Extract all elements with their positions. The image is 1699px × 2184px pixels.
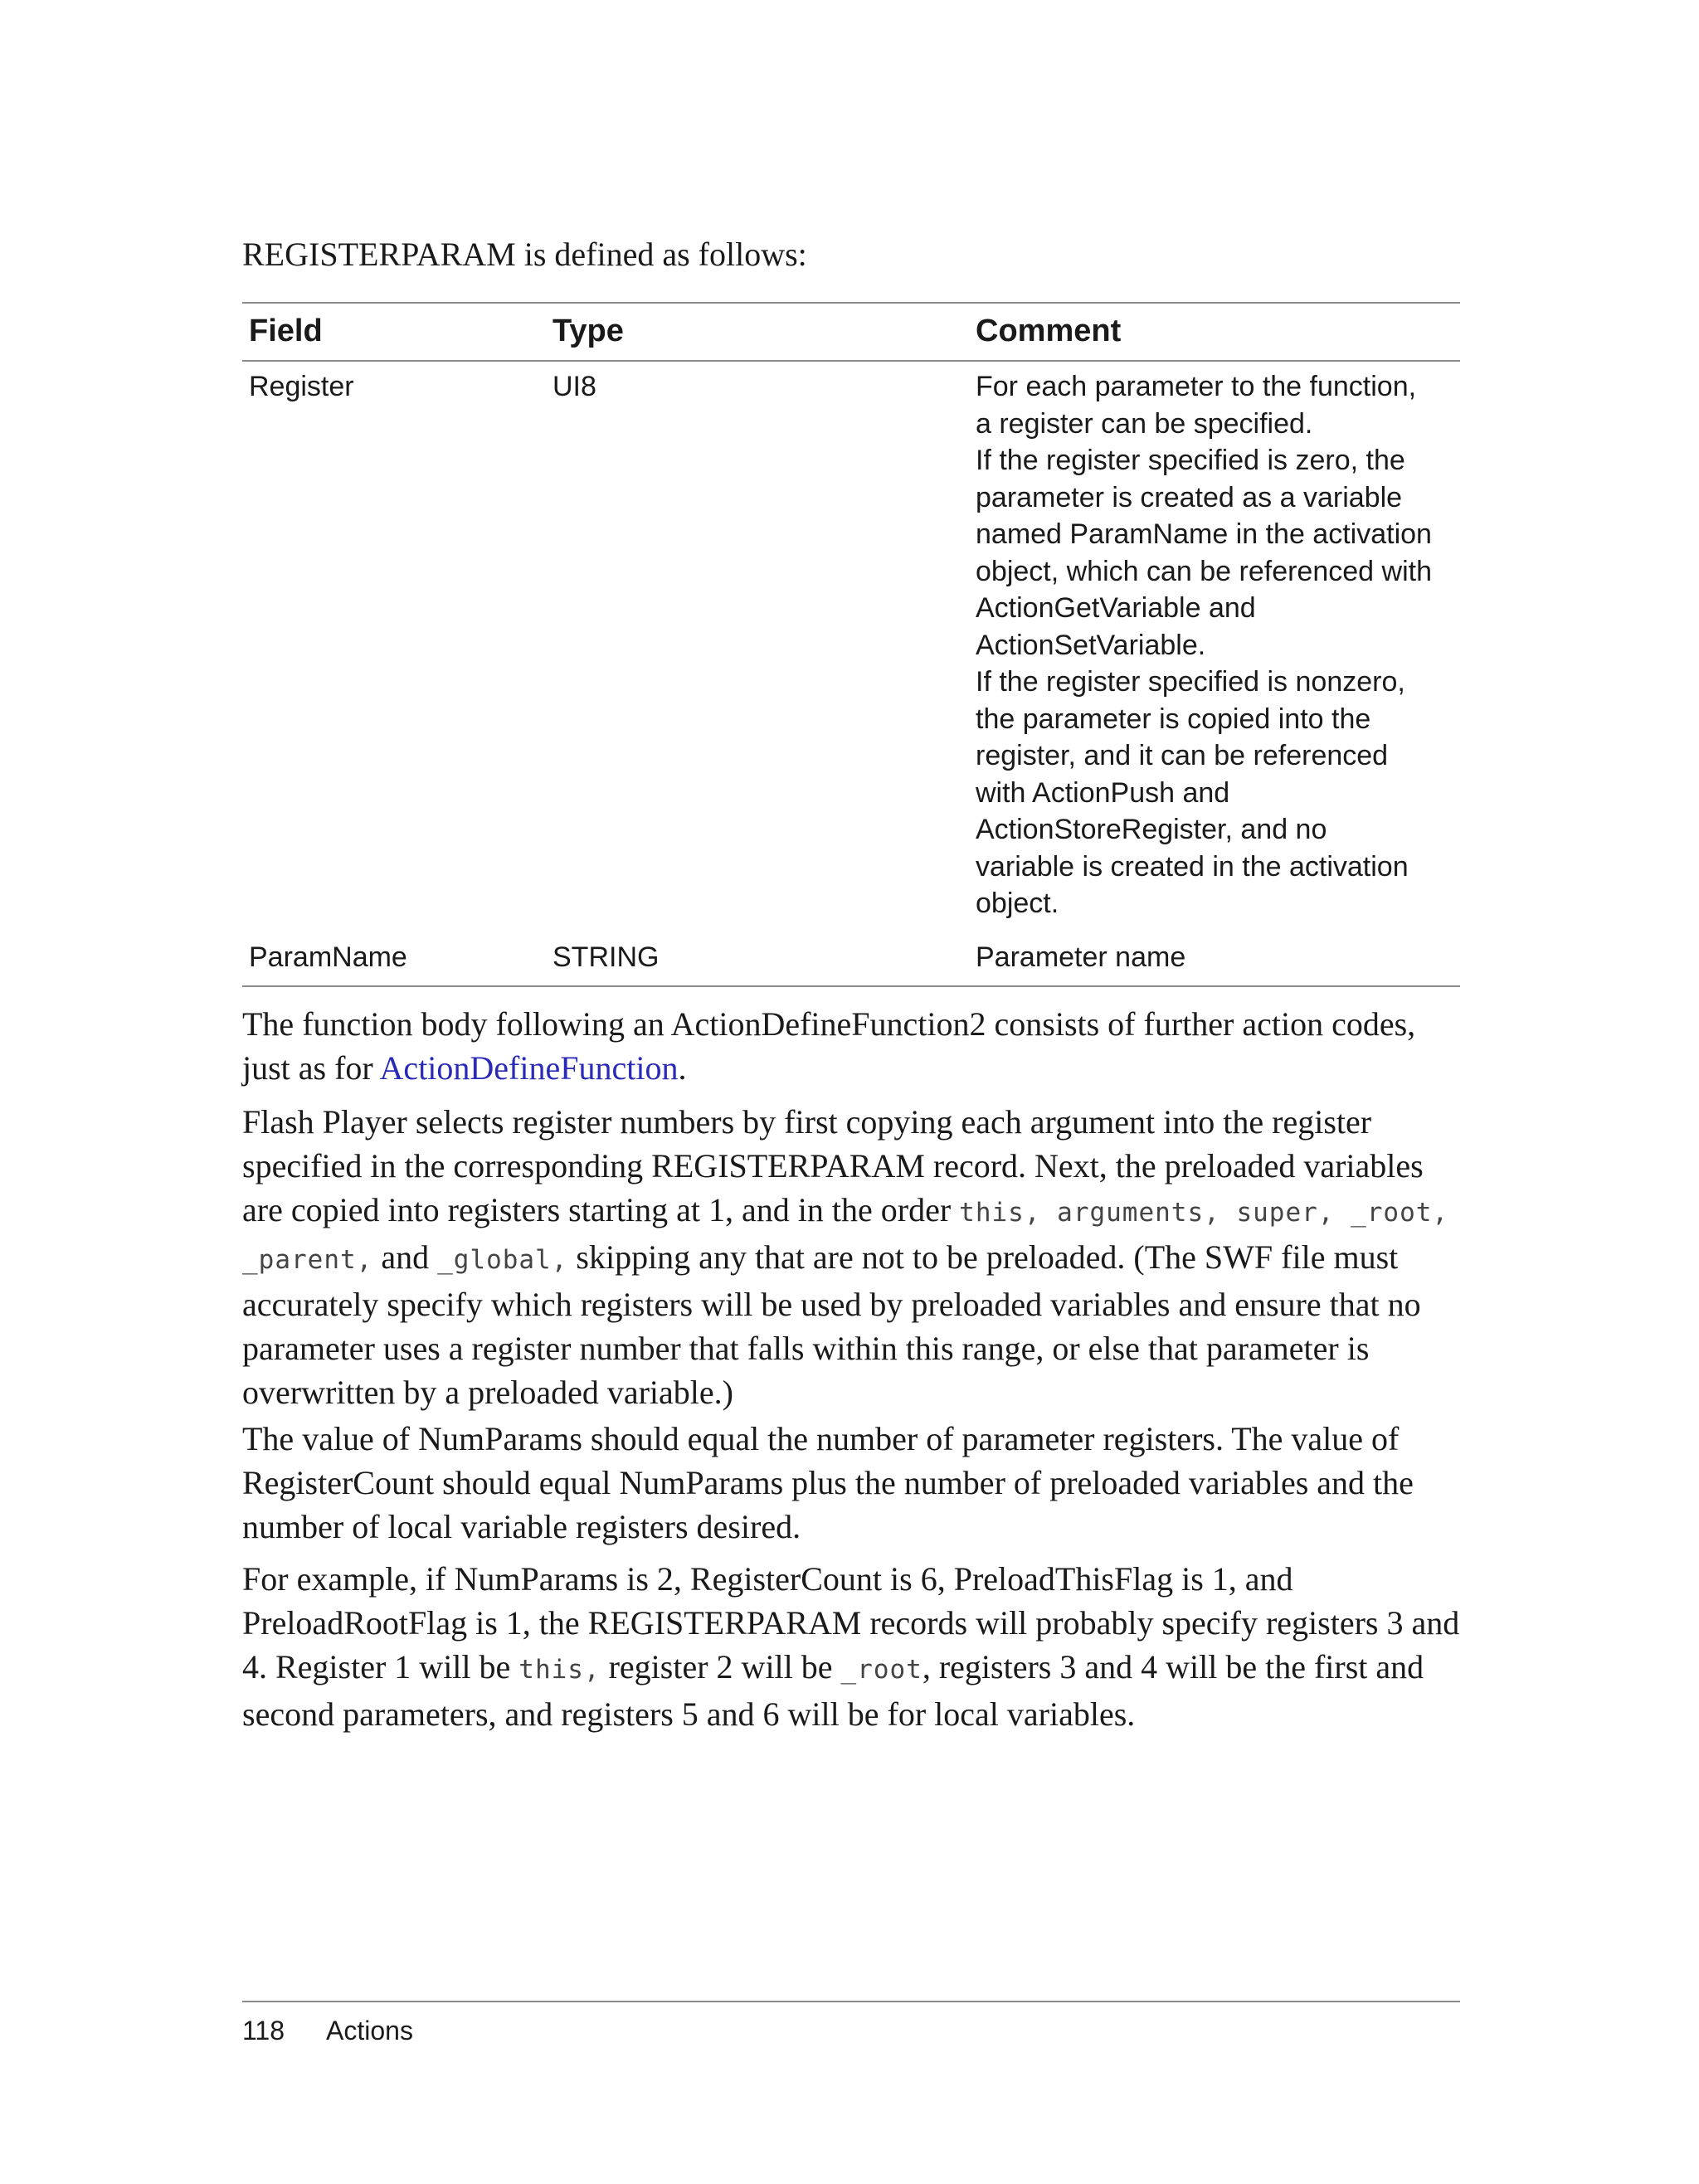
intro-text: REGISTERPARAM is defined as follows: [242,236,807,273]
comment-line: object, which can be referenced with [976,555,1432,587]
header-field: Field [242,303,546,361]
paragraph-text: The function body following an ActionDefineFunction2 consists of further action codes, just as for [242,1005,1416,1087]
comment-line: named ParamName in the activation [976,518,1432,550]
paragraph-text: register 2 will be [600,1648,841,1685]
code-text: _root [840,1655,923,1685]
cell-field: ParamName [242,932,546,987]
comment-line: If the register specified is nonzero, [976,666,1405,698]
cell-comment [969,361,1460,932]
comment-line: a register can be specified. [976,407,1313,440]
paragraph-text: skipping any that are not to be preloaded. (The SWF file must accurately specify which registers will be used by preloaded variables and ensure that no parameter uses a register number that falls within this range, or else that parameter is overwritten by a preloaded variable.) [242,1238,1421,1411]
comment-line: parameter is created as a variable [976,481,1403,513]
comment-line: variable is created in the activation [976,850,1409,883]
comment-line: register, and it can be referenced [976,740,1389,771]
table-row [242,932,1460,987]
page-footer [242,2012,413,2049]
footer-divider [242,2001,1460,2002]
paragraph-text: . [678,1049,687,1087]
header-type: Type [546,303,969,361]
page-number: 118 [242,2016,285,2045]
registerparam-table [242,302,1460,987]
paragraph-text: Flash Player selects register numbers by first copying each argument into the register specified in the corresponding REGISTERPARAM record. Next, the preloaded variables are copied into registers starting at 1, and in the order [242,1103,1424,1228]
comment-line: object. [976,888,1059,919]
paragraph-text: and [372,1238,438,1276]
comment-line: with ActionPush and [976,776,1230,809]
paragraph-text: , registers 3 and 4 will be the first and second parameters, and registers 5 and 6 will be for local variables. [242,1648,1424,1733]
table-row [242,361,1460,932]
code-text: this, [518,1655,601,1685]
table-header-row [242,303,1460,361]
comment-line: ActionSetVariable. [976,629,1206,661]
comment-line: If the register specified is zero, the [976,445,1405,476]
cell-type: STRING [546,932,969,987]
paragraph-numparams [242,1417,1460,1549]
comment-line: the parameter is copied into the [976,703,1371,735]
code-text: this, arguments, super, _root, _parent, [242,1198,1449,1275]
comment-line: ActionStoreRegister, and no [976,814,1327,845]
paragraph-function-body [242,1002,1460,1090]
paragraph-register-selection [242,1100,1460,1414]
comment-line: For each parameter to the function, [976,371,1417,402]
comment-line: Parameter name [976,941,1186,973]
actiondefinefunction-link[interactable]: ActionDefineFunction [379,1049,679,1087]
paragraph-example [242,1557,1460,1736]
code-text: _global, [437,1245,568,1275]
comment-line: ActionGetVariable and [976,592,1256,624]
section-title: Actions [326,2016,413,2045]
header-comment: Comment [969,303,1460,361]
cell-type: UI8 [553,371,596,402]
cell-field: Register [249,371,354,402]
cell-comment [969,932,1460,987]
paragraph-text: For example, if NumParams is 2, RegisterCount is 6, PreloadThisFlag is 1, and PreloadRootFlag is 1, the REGISTERPARAM records will probably specify registers 3 and 4. Register 1 will be [242,1560,1460,1685]
paragraph-text: The value of NumParams should equal the number of parameter registers. The value of RegisterCount should equal NumParams plus the number of preloaded variables and the number of local variable registers desired. [242,1420,1414,1545]
